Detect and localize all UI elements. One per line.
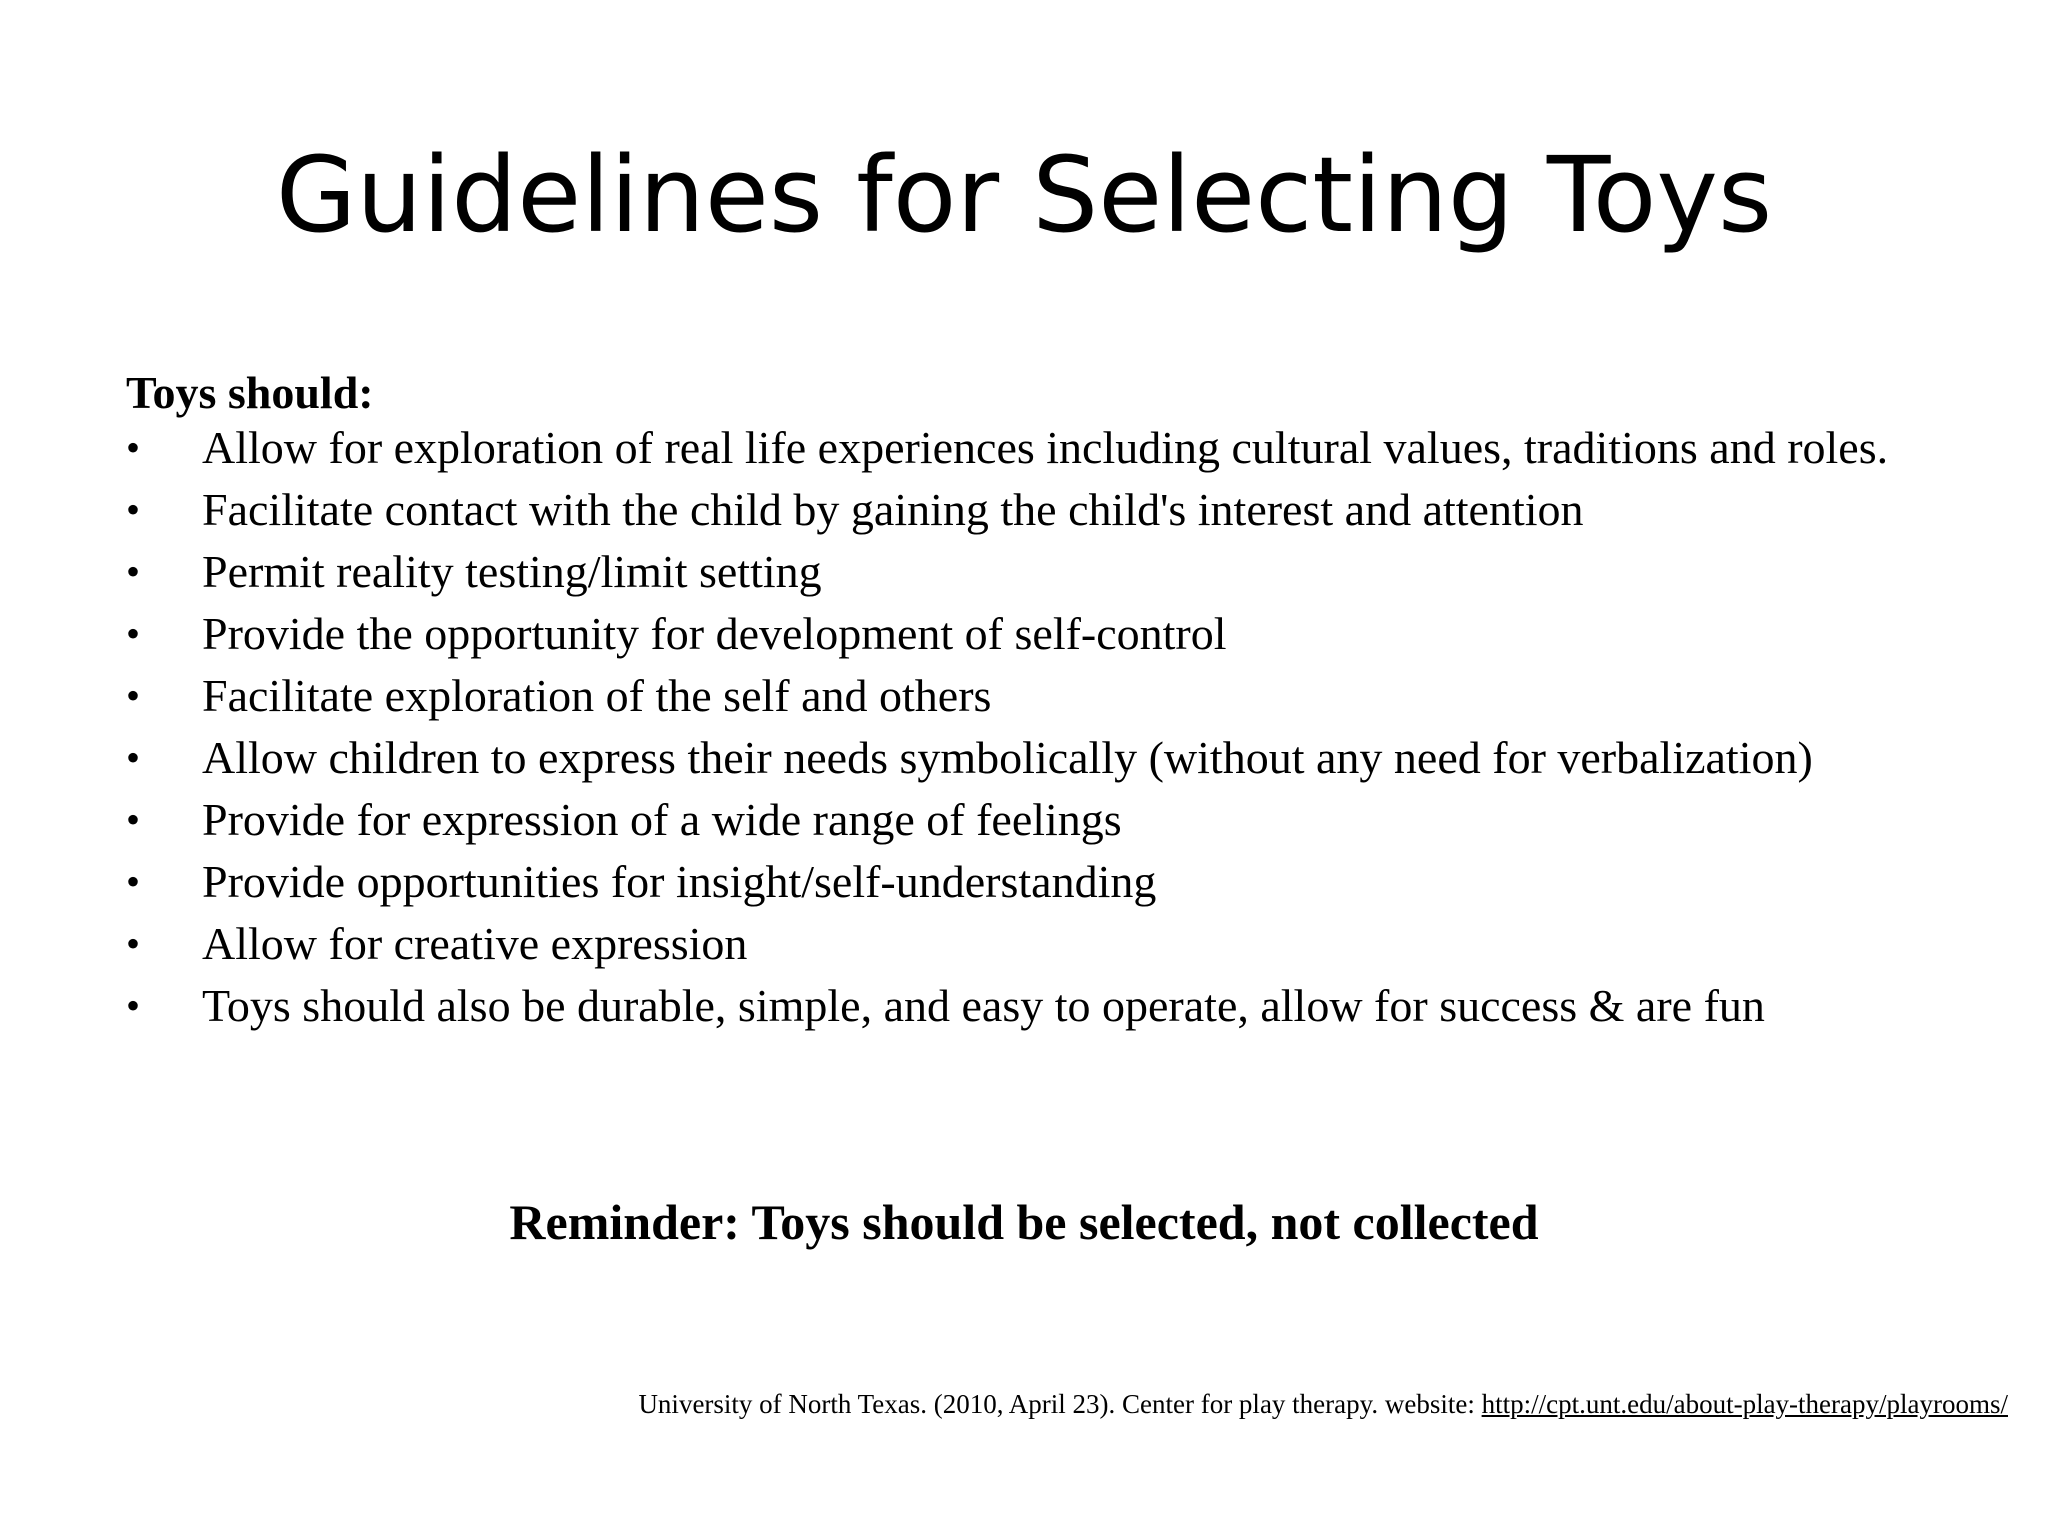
bullet-icon: • xyxy=(126,673,141,718)
slide-content xyxy=(126,365,1906,1045)
list-item xyxy=(126,670,1906,721)
list-item xyxy=(126,608,1906,659)
bullet-icon: • xyxy=(126,859,141,904)
list-item-text: Facilitate contact with the child by gaining the child's interest and attention xyxy=(202,484,1584,535)
citation xyxy=(638,1388,2008,1420)
list-item-text: Provide the opportunity for development of self-control xyxy=(202,608,1227,659)
list-item xyxy=(126,918,1906,969)
bullet-icon: • xyxy=(126,425,141,470)
bullet-icon: • xyxy=(126,487,141,532)
list-item-text: Permit reality testing/limit setting xyxy=(202,546,822,597)
intro-heading: Toys should: xyxy=(126,367,374,418)
bullet-icon: • xyxy=(126,735,141,780)
list-item xyxy=(126,422,1906,473)
list-item-text: Allow for exploration of real life experiences including cultural values, traditions and roles. xyxy=(202,422,1889,473)
list-item-text: Allow children to express their needs symbolically (without any need for verbalization) xyxy=(202,732,1813,783)
citation-text: University of North Texas. (2010, April 23). Center for play therapy. website: xyxy=(638,1389,1482,1419)
list-item xyxy=(126,546,1906,597)
list-item-text: Provide opportunities for insight/self-understanding xyxy=(202,856,1157,907)
list-item xyxy=(126,856,1906,907)
reminder-text: Reminder: Toys should be selected, not collected xyxy=(509,1194,1539,1250)
list-item-text: Toys should also be durable, simple, and easy to operate, allow for success & are fun xyxy=(202,980,1765,1031)
list-item xyxy=(126,732,1906,783)
bullet-icon: • xyxy=(126,921,141,966)
list-item xyxy=(126,980,1906,1031)
list-item xyxy=(126,794,1906,845)
list-item-text: Provide for expression of a wide range of feelings xyxy=(202,794,1122,845)
list-item-text: Allow for creative expression xyxy=(202,918,748,969)
bullet-icon: • xyxy=(126,549,141,594)
bullet-icon: • xyxy=(126,611,141,656)
list-item-text: Facilitate exploration of the self and others xyxy=(202,670,992,721)
list-item xyxy=(126,484,1906,535)
slide-title: Guidelines for Selecting Toys xyxy=(275,134,1773,256)
bullet-icon: • xyxy=(126,983,141,1028)
bullet-icon: • xyxy=(126,797,141,842)
citation-link[interactable]: http://cpt.unt.edu/about-play-therapy/playrooms/ xyxy=(1481,1389,2008,1419)
guideline-list xyxy=(126,422,1906,1031)
